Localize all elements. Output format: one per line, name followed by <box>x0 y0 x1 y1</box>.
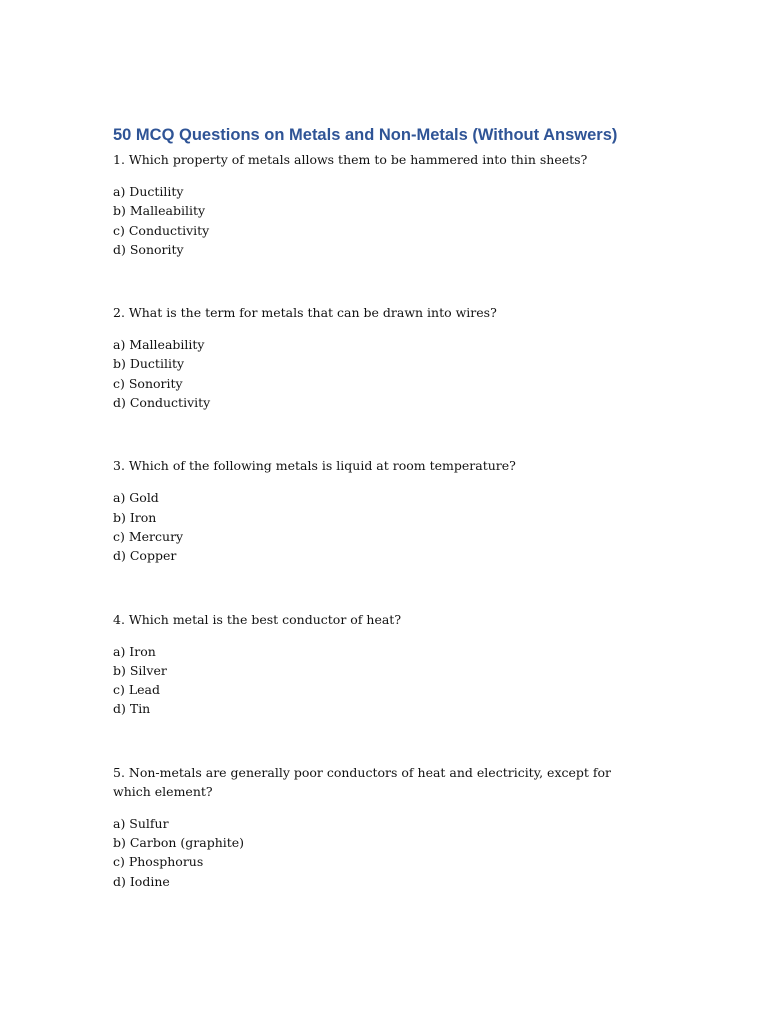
option-item: a) Gold <box>113 490 159 506</box>
question-2 <box>113 303 633 412</box>
question-4 <box>113 610 633 719</box>
option-item: d) Iodine <box>113 873 170 889</box>
option-list <box>113 335 633 412</box>
spacer <box>113 719 633 763</box>
option-item: d) Sonority <box>113 241 184 257</box>
question-3 <box>113 456 633 565</box>
question-text: 1. Which property of metals allows them to be hammered into thin sheets? <box>113 152 588 167</box>
option-item: a) Ductility <box>113 184 184 199</box>
spacer <box>113 412 633 456</box>
spacer <box>113 566 633 610</box>
question-text: 5. Non-metals are generally poor conductors of heat and electricity, except for which element? <box>113 764 612 799</box>
document-page <box>113 120 633 891</box>
option-item: d) Conductivity <box>113 395 211 411</box>
option-item: c) Phosphorus <box>113 854 204 870</box>
option-list <box>113 488 633 565</box>
question-text: 2. What is the term for metals that can be drawn into wires? <box>113 305 497 321</box>
question-1 <box>113 150 633 259</box>
option-list <box>113 182 633 259</box>
option-item: b) Iron <box>113 509 157 525</box>
option-item: a) Iron <box>113 643 156 659</box>
option-list <box>113 814 633 891</box>
option-list <box>113 642 633 719</box>
question-text: 3. Which of the following metals is liquid at room temperature? <box>113 458 516 474</box>
option-item: c) Conductivity <box>113 222 210 238</box>
question-text: 4. Which metal is the best conductor of heat? <box>113 611 402 627</box>
option-item: c) Mercury <box>113 528 184 544</box>
option-item: d) Copper <box>113 548 177 564</box>
option-item: b) Malleability <box>113 203 206 219</box>
spacer <box>113 259 633 303</box>
question-5 <box>113 763 633 891</box>
option-item: c) Lead <box>113 682 161 698</box>
option-item: a) Malleability <box>113 337 205 353</box>
option-item: b) Carbon (graphite) <box>113 835 245 851</box>
option-item: d) Tin <box>113 701 151 717</box>
document-title: 50 MCQ Questions on Metals and Non-Metals (Without Answers) <box>113 126 618 144</box>
option-item: c) Sonority <box>113 375 183 391</box>
option-item: b) Ductility <box>113 356 185 372</box>
option-item: a) Sulfur <box>113 815 169 831</box>
option-item: b) Silver <box>113 662 167 678</box>
